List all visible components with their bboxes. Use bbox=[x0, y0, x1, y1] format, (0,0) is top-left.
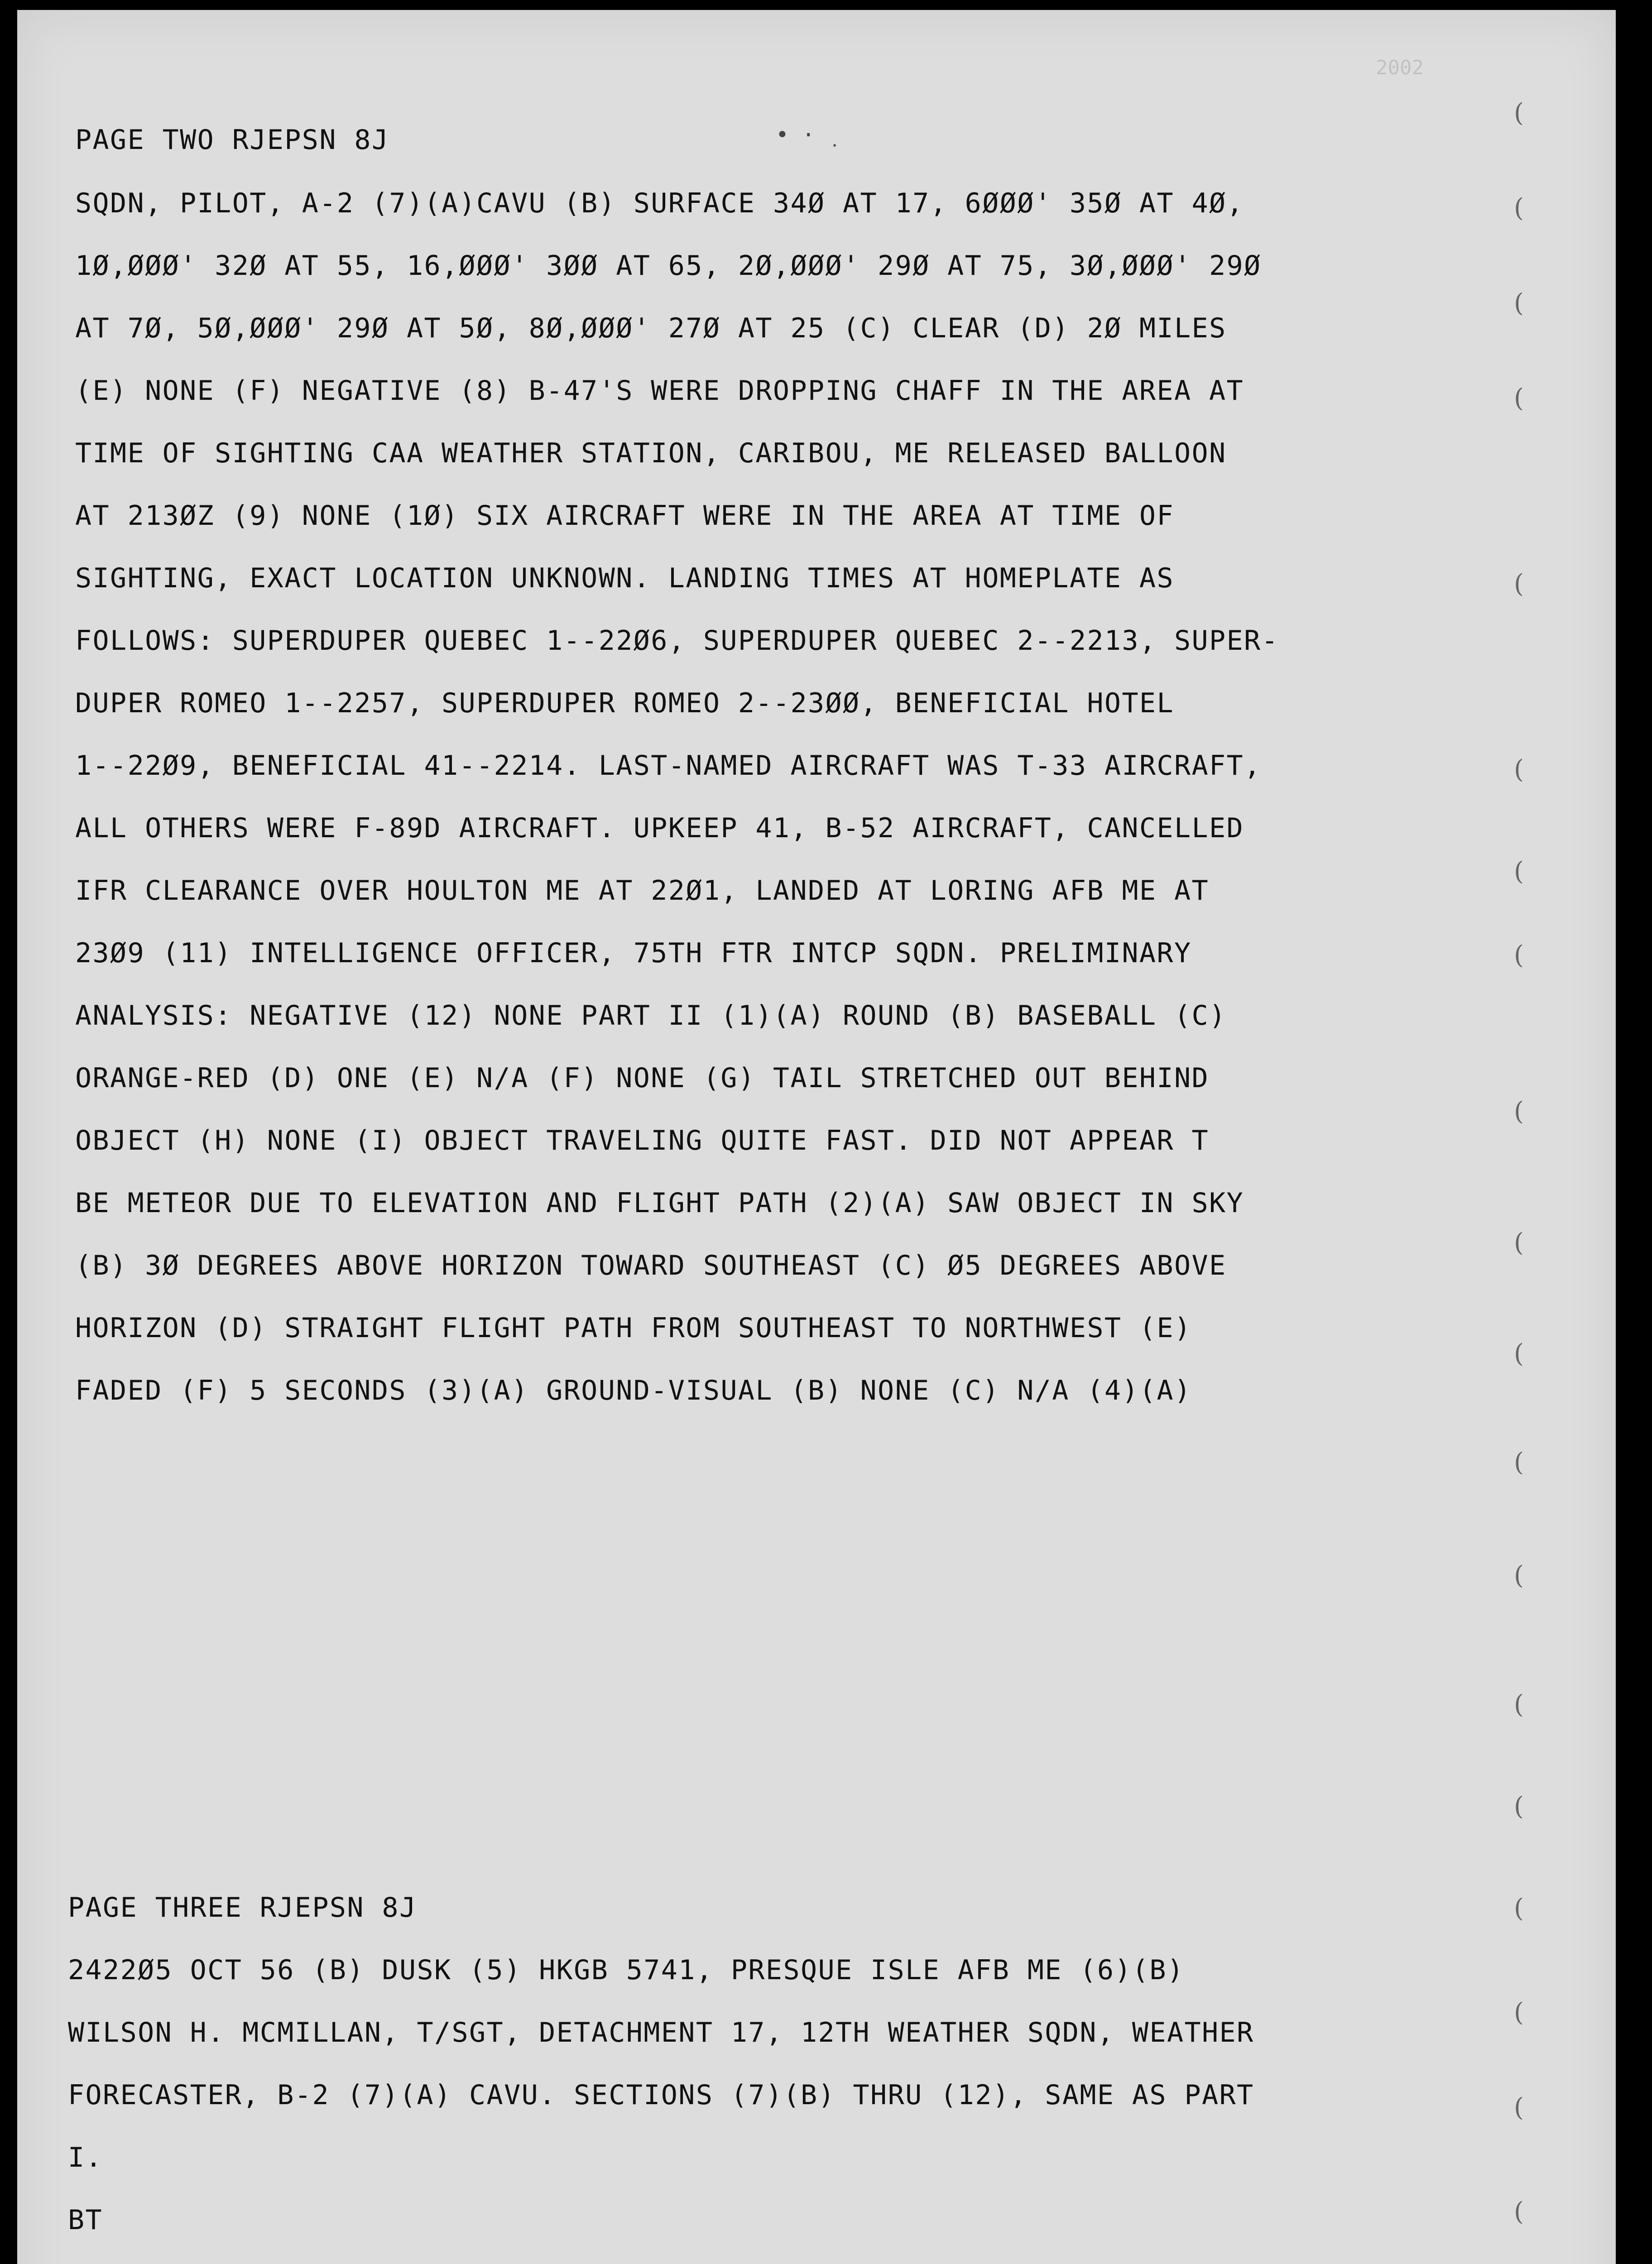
margin-mark: ( bbox=[1514, 1998, 1524, 2027]
page-two-line: ORANGE-RED (D) ONE (E) N/A (F) NONE (G) TAIL STRETCHED OUT BEHIND bbox=[75, 1062, 1209, 1094]
page-two-header: PAGE TWO RJEPSN 8J bbox=[75, 124, 389, 156]
margin-mark: ( bbox=[1514, 384, 1524, 413]
margin-mark: ( bbox=[1514, 940, 1524, 970]
page-two-line: 1Ø,ØØØ' 32Ø AT 55, 16,ØØØ' 3ØØ AT 65, 2Ø,ØØØ' 29Ø AT 75, 3Ø,ØØØ' 29Ø bbox=[75, 250, 1262, 282]
margin-mark: ( bbox=[1514, 98, 1524, 128]
page-two-line: FADED (F) 5 SECONDS (3)(A) GROUND-VISUAL (B) NONE (C) N/A (4)(A) bbox=[75, 1375, 1192, 1406]
header-dots: • · ̣ bbox=[776, 122, 828, 148]
margin-mark: ( bbox=[1514, 1690, 1524, 1719]
page-two-line: (B) 3Ø DEGREES ABOVE HORIZON TOWARD SOUTHEAST (C) Ø5 DEGREES ABOVE bbox=[75, 1250, 1227, 1281]
margin-mark: ( bbox=[1514, 1228, 1524, 1257]
page-two-line: 1--22Ø9, BENEFICIAL 41--2214. LAST-NAMED AIRCRAFT WAS T-33 AIRCRAFT, bbox=[75, 750, 1262, 782]
page-two-line: SQDN, PILOT, A-2 (7)(A)CAVU (B) SURFACE 34Ø AT 17, 6ØØØ' 35Ø AT 4Ø, bbox=[75, 187, 1244, 219]
margin-mark: ( bbox=[1514, 857, 1524, 886]
page-two-line: ANALYSIS: NEGATIVE (12) NONE PART II (1)(A) ROUND (B) BASEBALL (C) bbox=[75, 1000, 1227, 1031]
page-three-line: I. bbox=[68, 2142, 103, 2173]
page-two-line: 23Ø9 (11) INTELLIGENCE OFFICER, 75TH FTR INTCP SQDN. PRELIMINARY bbox=[75, 937, 1192, 969]
margin-mark: ( bbox=[1514, 1894, 1524, 1923]
page-three-line: WILSON H. MCMILLAN, T/SGT, DETACHMENT 17, 12TH WEATHER SQDN, WEATHER bbox=[68, 2017, 1254, 2048]
page-two-line: IFR CLEARANCE OVER HOULTON ME AT 22Ø1, LANDED AT LORING AFB ME AT bbox=[75, 875, 1209, 907]
document-page bbox=[17, 10, 1616, 2264]
page-two-line: BE METEOR DUE TO ELEVATION AND FLIGHT PATH (2)(A) SAW OBJECT IN SKY bbox=[75, 1187, 1244, 1219]
margin-mark: ( bbox=[1514, 569, 1524, 599]
margin-mark: ( bbox=[1514, 755, 1524, 784]
page-two-line: HORIZON (D) STRAIGHT FLIGHT PATH FROM SOUTHEAST TO NORTHWEST (E) bbox=[75, 1312, 1192, 1344]
page-two-line: OBJECT (H) NONE (I) OBJECT TRAVELING QUITE FAST. DID NOT APPEAR T bbox=[75, 1125, 1209, 1156]
margin-mark: ( bbox=[1514, 288, 1524, 318]
margin-mark: ( bbox=[1514, 1097, 1524, 1126]
page-two-line: (E) NONE (F) NEGATIVE (8) B-47'S WERE DROPPING CHAFF IN THE AREA AT bbox=[75, 375, 1244, 407]
margin-mark: ( bbox=[1514, 1448, 1524, 1477]
page-two-line: FOLLOWS: SUPERDUPER QUEBEC 1--22Ø6, SUPERDUPER QUEBEC 2--2213, SUPER- bbox=[75, 625, 1279, 657]
page-two-line: ALL OTHERS WERE F-89D AIRCRAFT. UPKEEP 41, B-52 AIRCRAFT, CANCELLED bbox=[75, 812, 1244, 844]
page-two-line: AT 7Ø, 5Ø,ØØØ' 29Ø AT 5Ø, 8Ø,ØØØ' 27Ø AT 25 (C) CLEAR (D) 2Ø MILES bbox=[75, 312, 1227, 344]
margin-mark: ( bbox=[1514, 1792, 1524, 1821]
margin-mark: ( bbox=[1514, 2197, 1524, 2226]
page-two-line: AT 213ØZ (9) NONE (1Ø) SIX AIRCRAFT WERE IN THE AREA AT TIME OF bbox=[75, 500, 1174, 532]
faint-stamp: 2002 bbox=[1376, 56, 1424, 79]
break-marker: BT bbox=[68, 2204, 103, 2236]
page-two-line: SIGHTING, EXACT LOCATION UNKNOWN. LANDING TIMES AT HOMEPLATE AS bbox=[75, 562, 1174, 594]
margin-mark: ( bbox=[1514, 193, 1524, 223]
page-two-line: TIME OF SIGHTING CAA WEATHER STATION, CARIBOU, ME RELEASED BALLOON bbox=[75, 437, 1227, 469]
margin-mark: ( bbox=[1514, 1561, 1524, 1590]
page-three-line: 2422Ø5 OCT 56 (B) DUSK (5) HKGB 5741, PRESQUE ISLE AFB ME (6)(B) bbox=[68, 1954, 1185, 1986]
margin-mark: ( bbox=[1514, 2093, 1524, 2122]
page-three-header: PAGE THREE RJEPSN 8J bbox=[68, 1892, 417, 1923]
page-two-line: DUPER ROMEO 1--2257, SUPERDUPER ROMEO 2--23ØØ, BENEFICIAL HOTEL bbox=[75, 687, 1174, 719]
margin-mark: ( bbox=[1514, 1339, 1524, 1368]
page-three-line: FORECASTER, B-2 (7)(A) CAVU. SECTIONS (7)(B) THRU (12), SAME AS PART bbox=[68, 2079, 1254, 2111]
